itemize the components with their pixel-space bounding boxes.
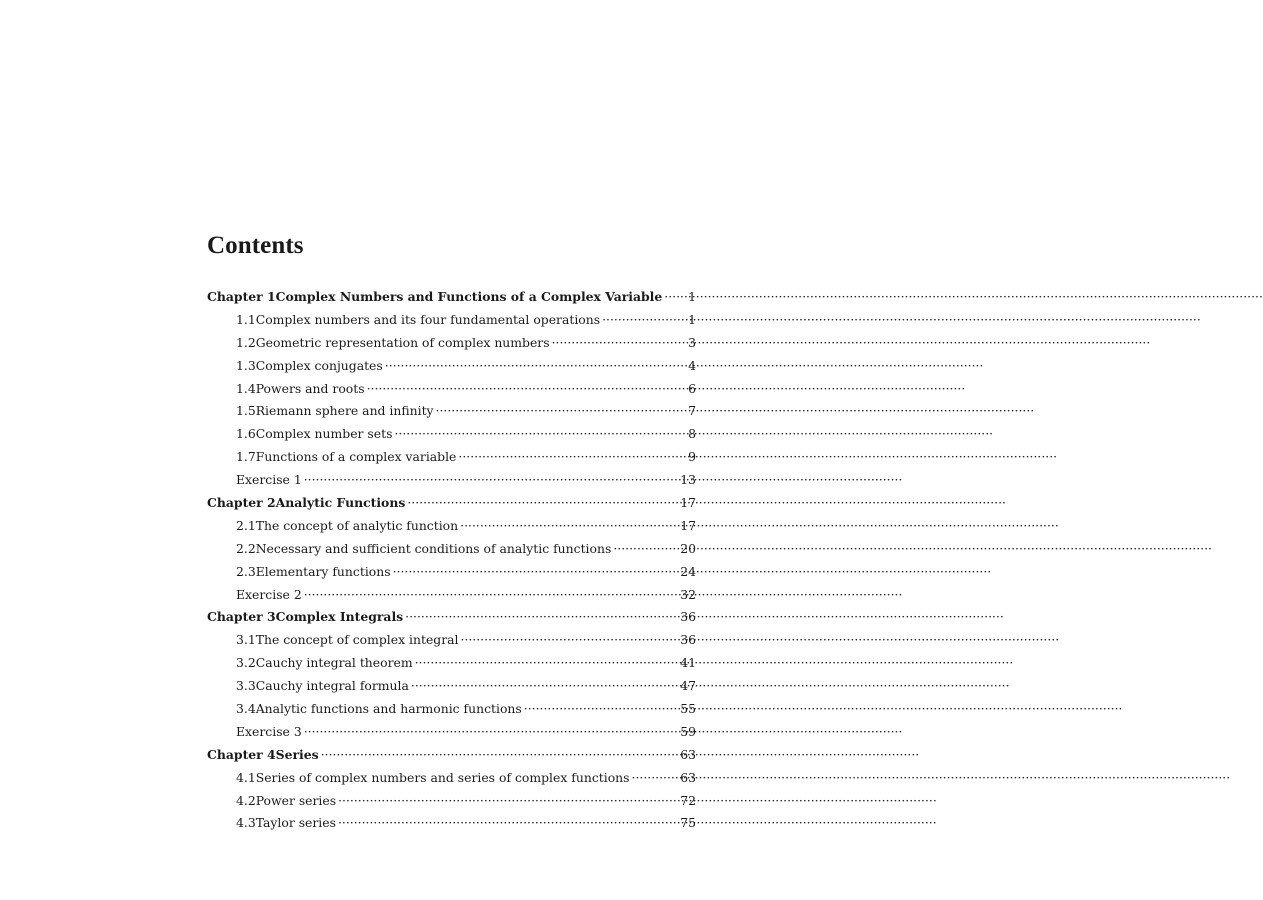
toc-entry-section[interactable]: [207, 652, 696, 675]
section-title: Functions of a complex variable: [255, 449, 457, 465]
toc-entry-section[interactable]: [207, 698, 696, 721]
toc-entry-chapter[interactable]: [207, 606, 696, 629]
section-title: Complex conjugates: [255, 357, 383, 373]
section-number: 1.4: [236, 380, 256, 396]
section-number: 4.2: [236, 792, 256, 808]
section-title: Series of complex numbers and series of complex functions: [255, 769, 630, 785]
dot-leader: [304, 469, 677, 492]
dot-leader: [393, 561, 677, 584]
page-number: 75: [680, 815, 696, 831]
page-number: 17: [680, 495, 696, 511]
dot-leader: [304, 584, 677, 607]
section-title: Power series: [255, 792, 337, 808]
toc-entry-section[interactable]: [207, 400, 696, 423]
section-number: 4.3: [236, 815, 256, 831]
toc-entry-chapter[interactable]: [207, 492, 696, 515]
page-number: 8: [688, 426, 696, 442]
section-title: The concept of analytic function: [255, 517, 459, 533]
page-number: 32: [680, 586, 696, 602]
section-number: 4.1: [236, 769, 256, 785]
page-number: 6: [688, 380, 696, 396]
section-title: Elementary functions: [255, 563, 391, 579]
section-number: 1.7: [236, 449, 256, 465]
section-number: 1.2: [236, 334, 256, 350]
page-number: 36: [680, 609, 696, 625]
section-title: Analytic functions and harmonic functions: [255, 701, 522, 717]
dot-leader: [524, 698, 676, 721]
dot-leader: [460, 515, 676, 538]
chapter-title: Complex Numbers and Functions of a Complex Variable: [275, 289, 663, 304]
toc-entry-section[interactable]: [207, 629, 696, 652]
toc-entry-section[interactable]: [207, 355, 696, 378]
section-title: Cauchy integral formula: [255, 678, 409, 694]
chapter-title: Complex Integrals: [275, 609, 404, 625]
section-number: 1.3: [236, 357, 256, 373]
toc-entry-section[interactable]: [207, 446, 696, 469]
table-of-contents: [207, 286, 696, 835]
exercise-title: Exercise 1: [236, 472, 302, 488]
page-number: 36: [680, 632, 696, 648]
exercise-title: Exercise 2: [236, 586, 302, 602]
toc-entry-section[interactable]: [207, 767, 696, 790]
page-number: 1: [688, 289, 696, 304]
toc-entry-section[interactable]: [207, 309, 696, 332]
dot-leader: [613, 538, 676, 561]
chapter-number: Chapter 3: [207, 609, 276, 625]
dot-leader: [632, 767, 677, 790]
toc-entry-chapter[interactable]: [207, 744, 696, 767]
toc-entry-section[interactable]: [207, 675, 696, 698]
page-number: 24: [680, 563, 696, 579]
dot-leader: [394, 423, 678, 446]
chapter-title: Series: [275, 746, 319, 762]
toc-entry-section[interactable]: [207, 423, 696, 446]
dot-leader: [321, 744, 677, 767]
section-number: 3.1: [236, 632, 256, 648]
dot-leader: [436, 400, 678, 423]
toc-entry-section[interactable]: [207, 561, 696, 584]
section-title: Taylor series: [255, 815, 336, 831]
section-number: 2.1: [236, 517, 256, 533]
section-number: 2.2: [236, 540, 256, 556]
dot-leader: [458, 446, 678, 469]
page-number: 72: [680, 792, 696, 808]
dot-leader: [304, 721, 677, 744]
page-number: 3: [688, 334, 696, 350]
section-title: Complex numbers and its four fundamental operations: [255, 311, 601, 327]
chapter-number: Chapter 2: [207, 495, 276, 511]
exercise-title: Exercise 3: [236, 723, 302, 739]
page-number: 4: [688, 357, 696, 373]
toc-entry-section[interactable]: [207, 332, 696, 355]
page-number: 59: [680, 723, 696, 739]
section-number: 1.1: [236, 311, 256, 327]
toc-entry-chapter[interactable]: [207, 286, 696, 309]
dot-leader: [415, 652, 677, 675]
page-number: 63: [680, 769, 696, 785]
dot-leader: [602, 309, 678, 332]
toc-entry-section[interactable]: [207, 790, 696, 813]
section-title: Complex number sets: [255, 426, 393, 442]
dot-leader: [411, 675, 676, 698]
section-number: 1.6: [236, 426, 256, 442]
section-title: Cauchy integral theorem: [255, 655, 413, 671]
page-number: 17: [680, 517, 696, 533]
section-title: Geometric representation of complex numbers: [255, 334, 550, 350]
toc-entry-section[interactable]: [207, 538, 696, 561]
page-number: 7: [688, 403, 696, 419]
toc-entry-section[interactable]: [207, 378, 696, 401]
toc-entry-exercise[interactable]: [207, 584, 696, 607]
section-number: 1.5: [236, 403, 256, 419]
page-number: 20: [680, 540, 696, 556]
dot-leader: [405, 606, 676, 629]
dot-leader: [385, 355, 678, 378]
chapter-title: Analytic Functions: [275, 495, 406, 511]
dot-leader: [367, 378, 678, 401]
section-title: Powers and roots: [255, 380, 365, 396]
page-number: 41: [680, 655, 696, 671]
page-number: 47: [680, 678, 696, 694]
dot-leader: [460, 629, 676, 652]
section-number: 3.3: [236, 678, 256, 694]
toc-entry-section[interactable]: [207, 515, 696, 538]
dot-leader: [664, 286, 678, 309]
page-title: Contents: [207, 232, 304, 259]
section-title: Riemann sphere and infinity: [255, 403, 434, 419]
page-number: 1: [688, 311, 696, 327]
toc-entry-section[interactable]: [207, 812, 696, 835]
section-number: 2.3: [236, 563, 256, 579]
page-number: 9: [688, 449, 696, 465]
contents-page: [207, 228, 696, 835]
page-number: 13: [680, 472, 696, 488]
section-title: The concept of complex integral: [255, 632, 459, 648]
page-number: 63: [680, 746, 696, 762]
dot-leader: [407, 492, 676, 515]
chapter-number: Chapter 4: [207, 746, 276, 762]
dot-leader: [338, 790, 676, 813]
dot-leader: [338, 812, 676, 835]
section-number: 3.2: [236, 655, 256, 671]
section-number: 3.4: [236, 701, 256, 717]
chapter-number: Chapter 1: [207, 289, 276, 304]
section-title: Necessary and sufficient conditions of analytic functions: [255, 540, 612, 556]
page-number: 55: [680, 701, 696, 717]
toc-entry-exercise[interactable]: [207, 469, 696, 492]
toc-entry-exercise[interactable]: [207, 721, 696, 744]
dot-leader: [552, 332, 678, 355]
